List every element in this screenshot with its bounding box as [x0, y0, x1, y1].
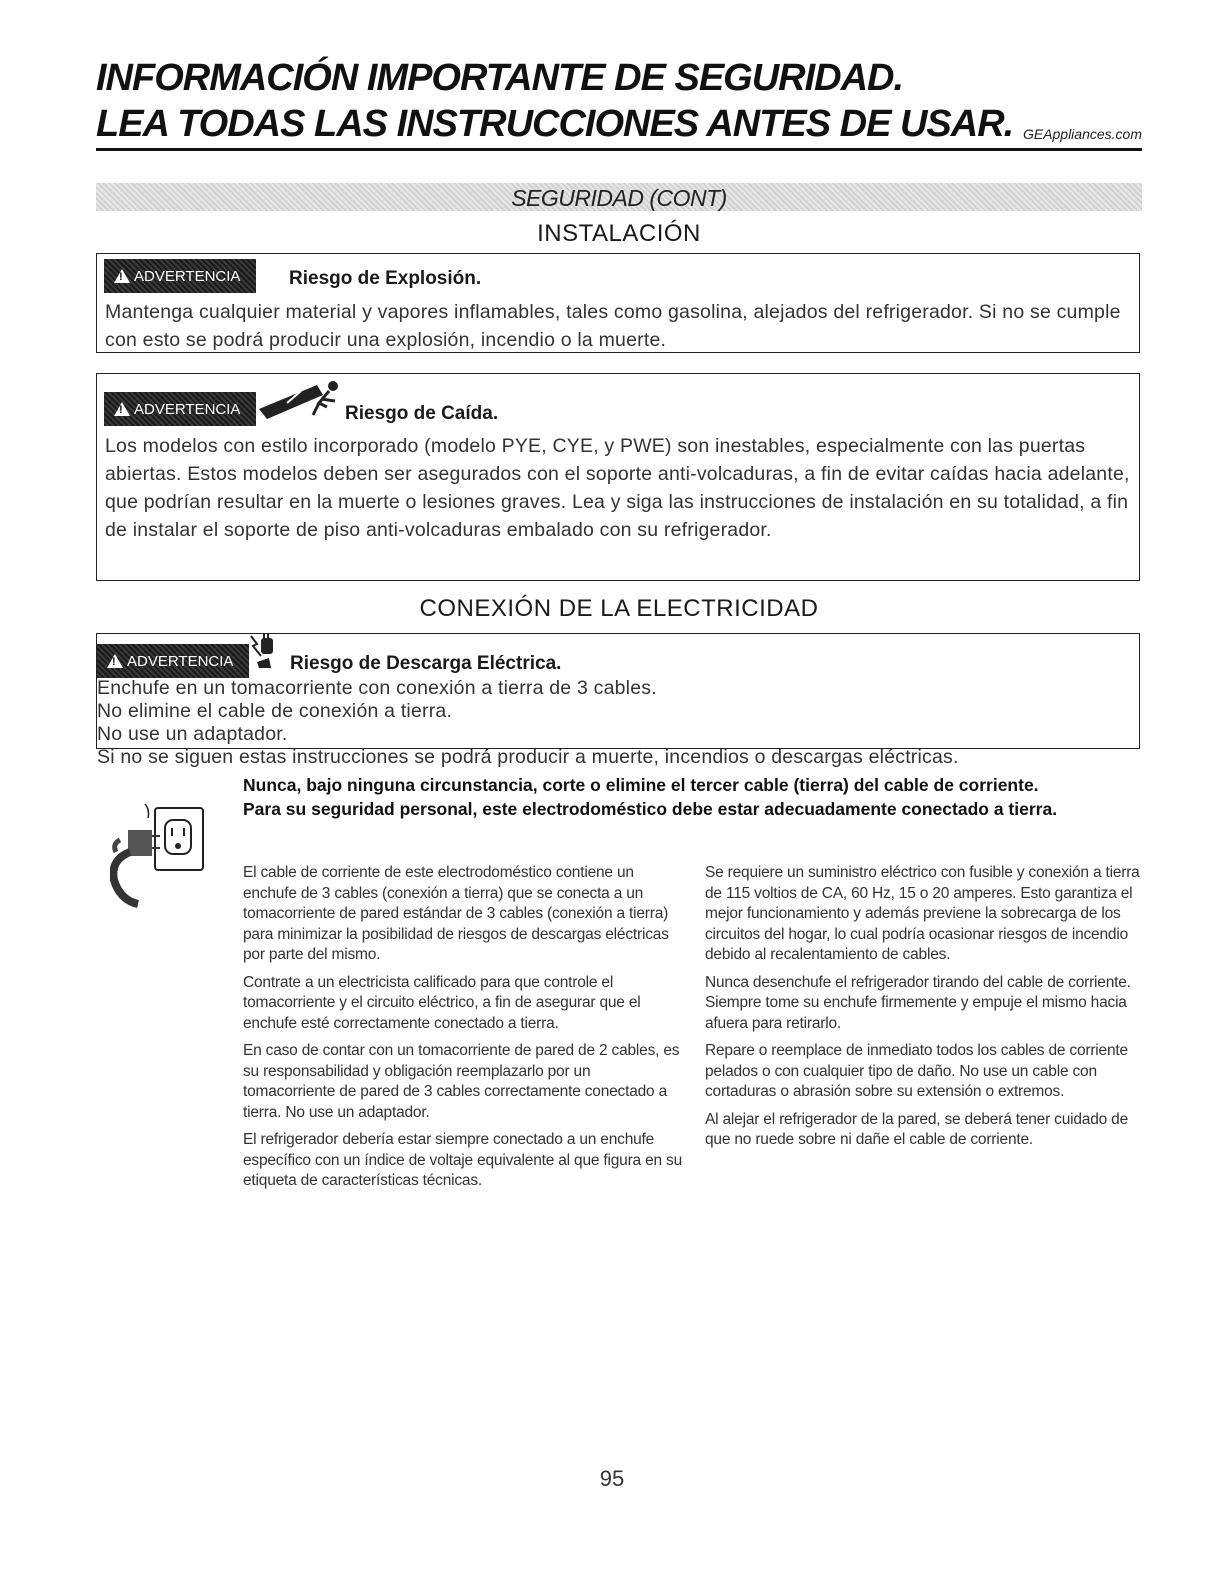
warning-badge — [104, 392, 256, 426]
warning-line: No use un adaptador. — [97, 723, 288, 745]
warning-title: Riesgo de Descarga Eléctrica. — [290, 653, 562, 674]
page-title-line-1: INFORMACIÓN IMPORTANTE DE SEGURIDAD. — [96, 57, 904, 99]
grounding-notice — [243, 773, 1057, 821]
warning-text: Mantenga cualquier material y vapores inflamables, tales como gasolina, alejados del refrigerador. Si no se cumple con esto se podrá producir una explosión, incendio o la muerte. — [105, 301, 1121, 351]
grounding-notice-line-2: Para su seguridad personal, este electrodoméstico debe estar adecuadamente conectado a tierra. — [243, 799, 1058, 819]
paragraph: Repare o reemplace de inmediato todos los cables de corriente pelados o con cualquier tipo de daño. No use un cable con cortaduras o abrasión sobre su extensión o extremos. — [705, 1042, 1128, 1100]
page-number: 95 — [599, 1466, 625, 1491]
warning-triangle-icon — [107, 654, 123, 668]
warning-title: Riesgo de Caída. — [345, 403, 499, 424]
left-column — [243, 863, 683, 1199]
warning-box-electric-shock — [96, 633, 1140, 768]
paragraph: Nunca desenchufe el refrigerador tirando del cable de corriente. Siempre tome su enchufe firmemente y empuje el mismo hacia afuera para retirarlo. — [705, 973, 1131, 1032]
warning-badge-label: ADVERTENCIA — [134, 400, 241, 418]
paragraph: Se requiere un suministro eléctrico con fusible y conexión a tierra de 115 voltios de CA, 60 Hz, 15 o 20 amperes. Esto garantiza el mejor funcionamiento y además previene la sobrecarga de los circuitos del hogar, lo cual podría ocasionar riesgos de incendio debido al recalentamiento de cables. — [705, 864, 1140, 963]
grounded-plug-icon — [110, 800, 220, 910]
paragraph: El cable de corriente de este electrodoméstico contiene un enchufe de 3 cables (conexión a tierra) que se conecta a un tomacorriente de pared estándar de 3 cables (conexión a tierra) para minimizar la posibilidad de riesgos de descargas eléctricas por parte del mismo. — [243, 864, 669, 963]
tip-over-icon — [257, 377, 343, 421]
warning-triangle-icon — [114, 269, 130, 283]
grounding-notice-line-1: Nunca, bajo ninguna circunstancia, corte o elimine el tercer cable (tierra) del cable de corriente. — [243, 775, 1039, 795]
warning-triangle-icon — [114, 402, 130, 416]
warning-line: Enchufe en un tomacorriente con conexión a tierra de 3 cables. — [97, 677, 657, 699]
electric-shock-icon — [247, 634, 277, 670]
electricity-heading: CONEXIÓN DE LA ELECTRICIDAD — [419, 595, 819, 622]
warning-title: Riesgo de Explosión. — [289, 268, 482, 289]
warning-box-tip-over — [96, 373, 1140, 581]
paragraph: Al alejar el refrigerador de la pared, se deberá tener cuidado de que no ruede sobre ni dañe el cable de corriente. — [705, 1110, 1128, 1148]
paragraph: Contrate a un electricista calificado para que controle el tomacorriente y el circuito eléctrico, a fin de asegurar que el enchufe esté correctamente conectado a tierra. — [243, 973, 641, 1032]
warning-badge-label: ADVERTENCIA — [127, 652, 234, 670]
section-band-label: SEGURIDAD (CONT) — [511, 185, 727, 211]
installation-heading: INSTALACIÓN — [537, 220, 701, 247]
warning-line: No elimine el cable de conexión a tierra. — [97, 700, 453, 722]
right-column — [705, 863, 1145, 1158]
warning-badge — [97, 644, 249, 678]
warning-badge — [104, 259, 256, 293]
warning-badge-label: ADVERTENCIA — [134, 267, 241, 285]
page-title-line-2: LEA TODAS LAS INSTRUCCIONES ANTES DE USAR. — [96, 103, 1014, 145]
paragraph: El refrigerador debería estar siempre conectado a un enchufe específico con un índice de voltaje equivalente al que figura en su etiqueta de características técnicas. — [243, 1131, 682, 1189]
section-band — [96, 183, 1142, 211]
warning-text — [97, 677, 959, 769]
website-link[interactable]: GEAppliances.com — [1022, 126, 1142, 142]
warning-line: Si no se siguen estas instrucciones se podrá producir a muerte, incendios o descargas eléctricas. — [97, 746, 959, 768]
warning-text: Los modelos con estilo incorporado (modelo PYE, CYE, y PWE) son inestables, especialmente con las puertas abiertas. Estos modelos deben ser asegurados con el soporte anti-volcaduras, a fin de evitar caídas hacia adelante, que podrían resultar en la muerte o lesiones graves. Lea y siga las instrucciones de instalación en su totalidad, a fin de instalar el soporte de piso anti-volcaduras embalado con su refrigerador. — [105, 435, 1130, 541]
warning-box-explosion — [96, 253, 1140, 353]
header-rule — [96, 148, 1142, 151]
paragraph: En caso de contar con un tomacorriente de pared de 2 cables, es su responsabilidad y obligación reemplazarlo por un tomacorriente de pared de 3 cables correctamente conectado a tierra. No use un adaptador. — [243, 1042, 680, 1121]
